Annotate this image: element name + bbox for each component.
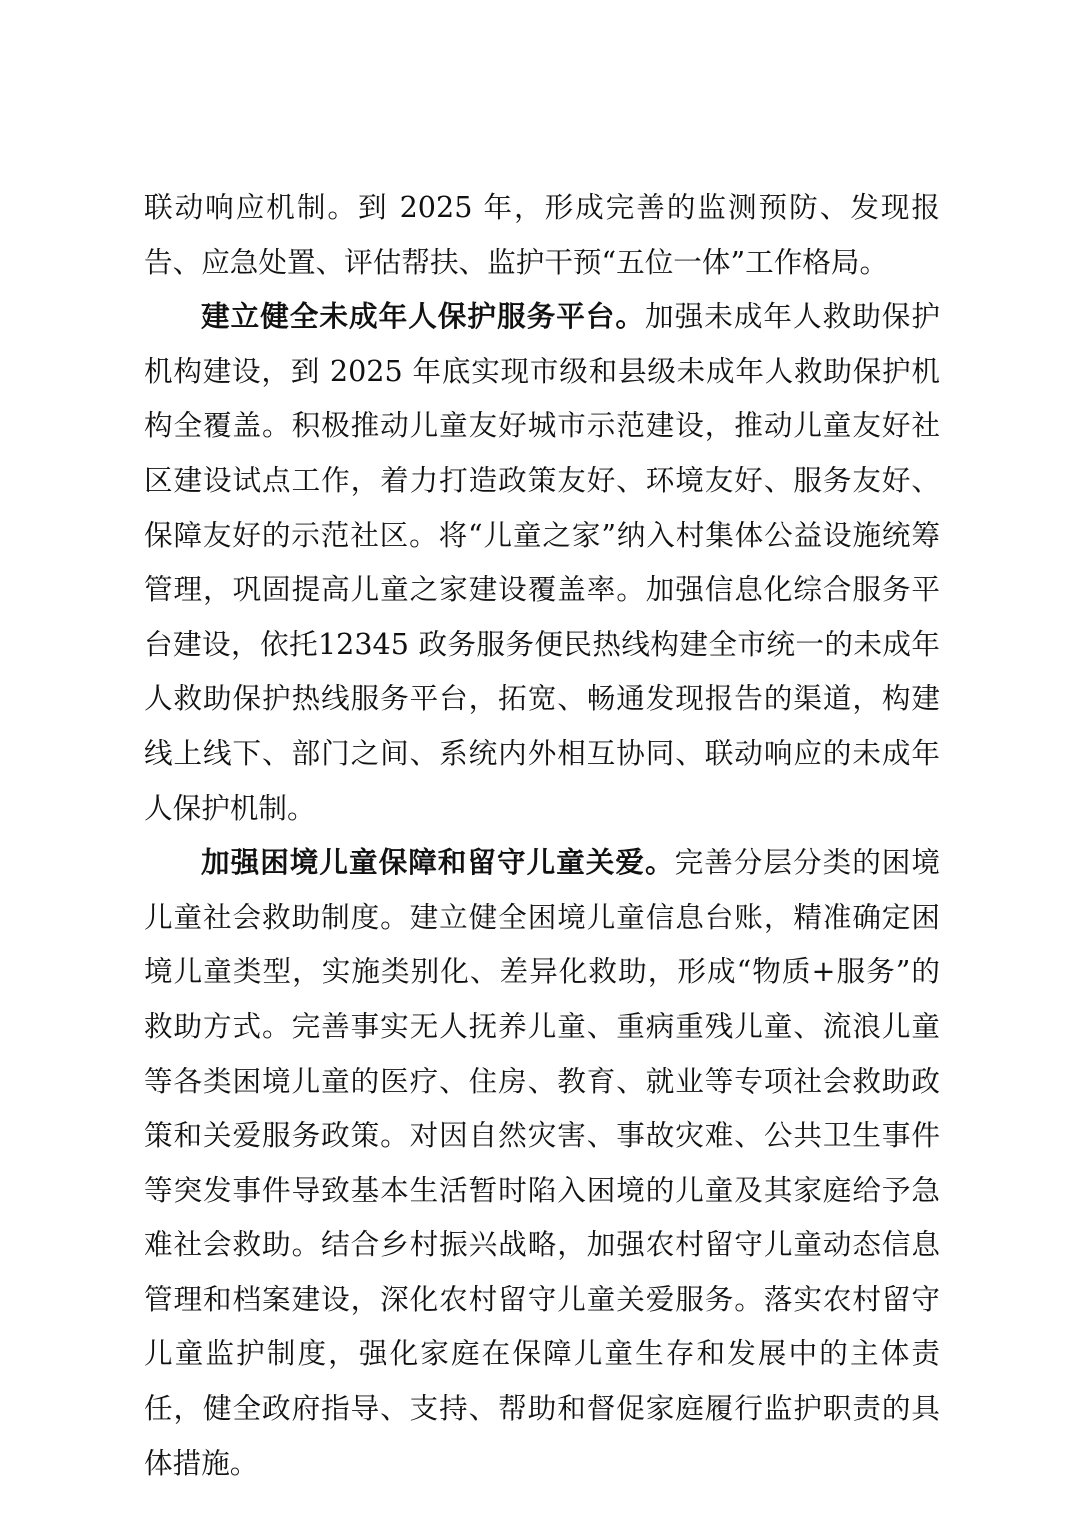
paragraph-heading: 加强困境儿童保障和留守儿童关爱。 — [201, 845, 675, 880]
document-body — [144, 180, 940, 1490]
paragraph-text: 联动响应机制。到 2025 年，形成完善的监测预防、发现报告、应急处置、评估帮扶、监护干预“五位一体”工作格局。 — [144, 190, 940, 279]
paragraph-children-care — [144, 835, 940, 1490]
paragraph-text: 加强未成年人救助保护机构建设，到 2025 年底实现市级和县级未成年人救助保护机构全覆盖。积极推动儿童友好城市示范建设，推动儿童友好社区建设试点工作，着力打造政策友好、环境友好、服务友好、保障友好的示范社区。将“儿童之家”纳入村集体公益设施统筹管理，巩固提高儿童之家建设覆盖率。加强信息化综合服务平台建设，依托12345 政务服务便民热线构建全市统一的未成年人救助保护热线服务平台，拓宽、畅通发现报告的渠道，构建线上线下、部门之间、系统内外相互协同、联动响应的未成年人保护机制。 — [144, 299, 940, 825]
paragraph-continuation — [144, 180, 940, 289]
paragraph-text: 完善分层分类的困境儿童社会救助制度。建立健全困境儿童信息台账，精准确定困境儿童类型，实施类别化、差异化救助，形成“物质+服务”的救助方式。完善事实无人抚养儿童、重病重残儿童、流浪儿童等各类困境儿童的医疗、住房、教育、就业等专项社会救助政策和关爱服务政策。对因自然灾害、事故灾难、公共卫生事件等突发事件导致基本生活暂时陷入困境的儿童及其家庭给予急难社会救助。结合乡村振兴战略，加强农村留守儿童动态信息管理和档案建设，深化农村留守儿童关爱服务。落实农村留守儿童监护制度，强化家庭在保障儿童生存和发展中的主体责任，健全政府指导、支持、帮助和督促家庭履行监护职责的具体措施。 — [144, 845, 940, 1480]
paragraph-protection-platform — [144, 289, 940, 835]
paragraph-heading: 建立健全未成年人保护服务平台。 — [201, 299, 645, 334]
